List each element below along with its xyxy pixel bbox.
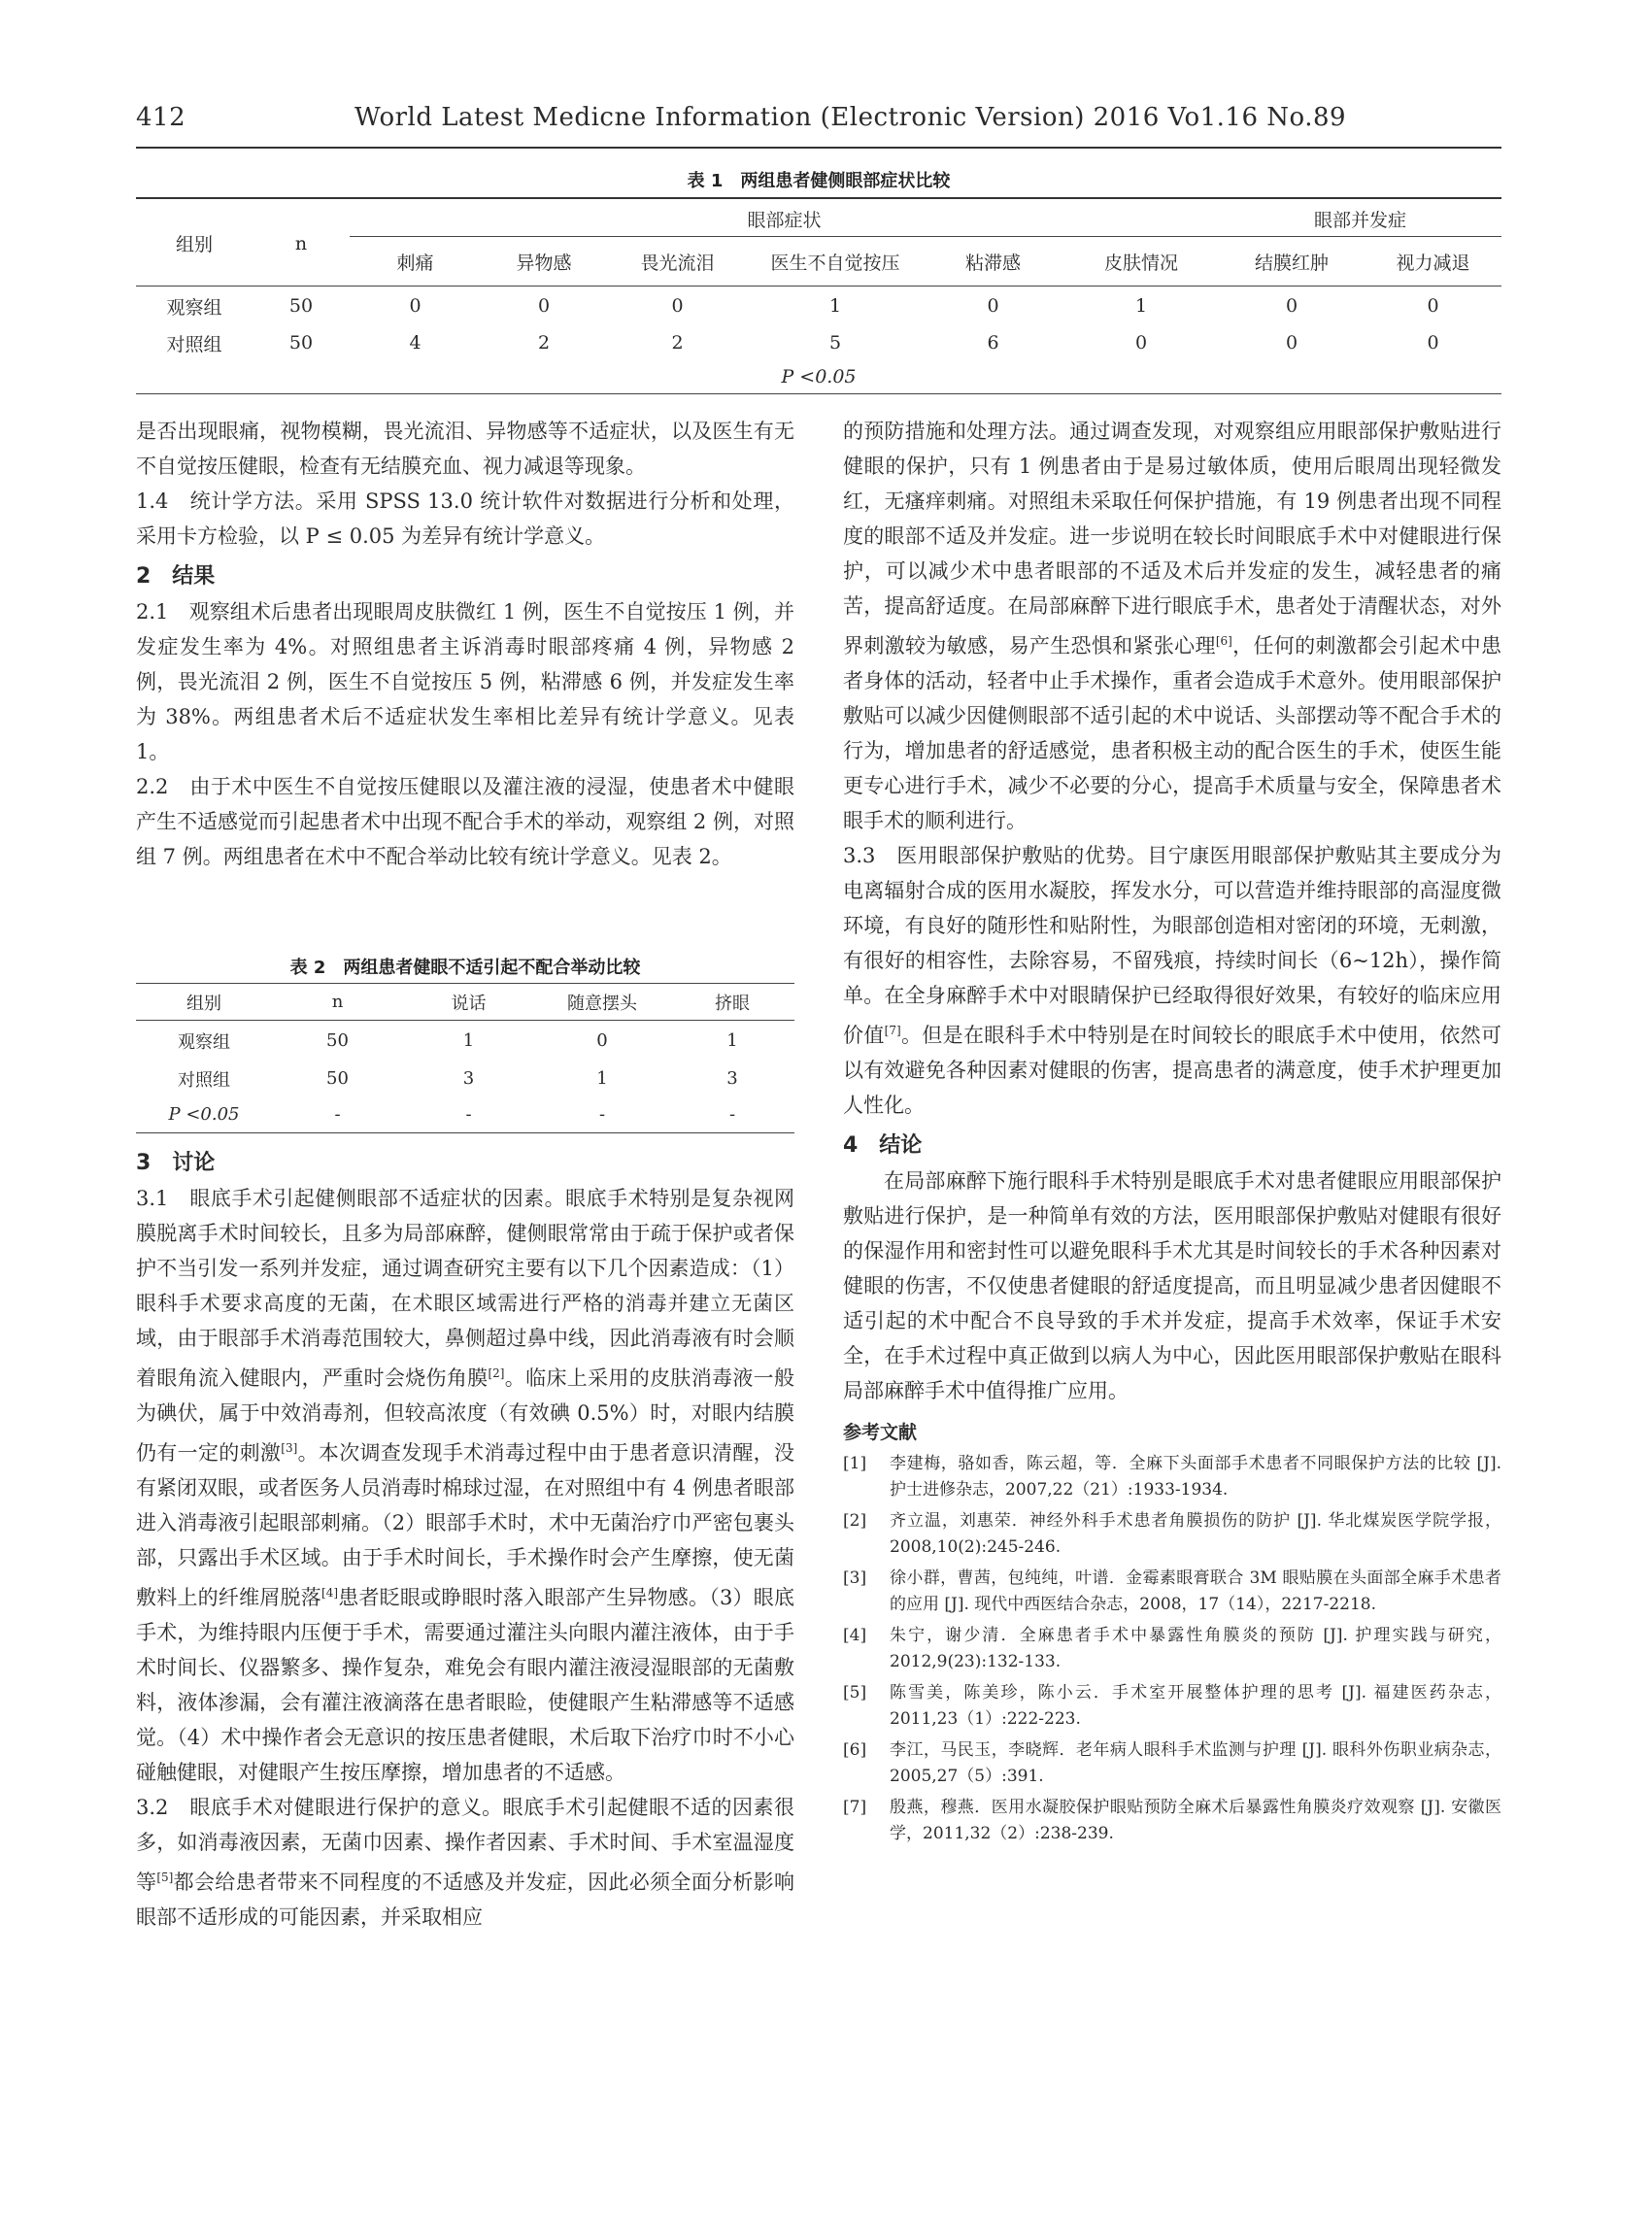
left-column <box>136 414 794 874</box>
left-column-discussion <box>136 1146 794 1935</box>
table1-col-header: 医生不自觉按压 <box>748 237 923 287</box>
paragraph-conclusion: 在局部麻醉下施行眼科手术特别是眼底手术对患者健眼应用眼部保护敷贴进行保护，是一种简单有效的方法，医用眼部保护敷贴对健眼有很好的保湿作用和密封性可以避免眼科手术尤其是时间较长的手术各种因素对健眼的伤害，不仅使患者健眼的舒适度提高，而且明显减少患者因健眼不适引起的术中配合不良导致的手术并发症，提高手术效率，保证手术安全，在手术过程中真正做到以病人为中心，因此医用眼部保护敷贴在眼科局部麻醉手术中值得推广应用。 <box>843 1169 1501 1402</box>
table-row <box>136 984 794 1021</box>
table1-cell: 4 <box>409 332 421 354</box>
table1-p-value: P <0.05 <box>136 360 1501 394</box>
table1-col-header: 视力减退 <box>1365 237 1501 287</box>
table1-col-header: 刺痛 <box>350 237 481 287</box>
table2-cell: 对照组 <box>178 1069 230 1091</box>
citation: [3] <box>281 1441 298 1455</box>
table1-col-header: 粘滞感 <box>923 237 1063 287</box>
table2-caption: 表 2 两组患者健眼不适引起不配合举动比较 <box>289 958 641 978</box>
table1-header-symptoms: 眼部症状 <box>350 201 1219 237</box>
table1-cell: 0 <box>1285 295 1298 317</box>
table2-cell: 50 <box>326 1068 349 1089</box>
table2-cell: - <box>670 1096 794 1133</box>
table2-cell: P <0.05 <box>136 1096 272 1133</box>
table2-header: 挤眼 <box>670 984 794 1021</box>
paragraph-discussion-3-2: 3.2 眼底手术对健眼进行保护的意义。眼底手术引起健眼不适的因素很多，如消毒液因素，无菌巾因素、操作者因素、手术时间、手术室温湿度等[5]都会给患者带来不同程度的不适感及并发症，因此必须全面分析影响眼部不适形成的可能因素，并采取相应 <box>136 1796 795 1929</box>
table1-cell: 50 <box>288 332 314 354</box>
paragraph: 是否出现眼痛，视物模糊，畏光流泪、异物感等不适症状，以及医生有无不自觉按压健眼，检查有无结膜充血、视力减退等现象。 <box>136 420 794 478</box>
table1-cell: 0 <box>1285 332 1298 354</box>
table2-cell: 3 <box>726 1068 738 1089</box>
table1-col-header: 结膜红肿 <box>1219 237 1365 287</box>
citation: [5] <box>156 1871 174 1884</box>
table1-cell: 观察组 <box>166 296 222 319</box>
table1-cell: 0 <box>537 295 551 317</box>
table1-top-rule <box>136 197 1501 199</box>
table1-cell: 0 <box>1427 295 1439 317</box>
reference-item: [5] 陈雪美，陈美珍，陈小云．手术室开展整体护理的思考 [J]. 福建医药杂志，2011,23（1）:222-223. <box>843 1683 1501 1729</box>
table2-cell: - <box>403 1096 534 1133</box>
reference-item: [7] 殷燕，穆燕．医用水凝胶保护眼贴预防全麻术后暴露性角膜炎疗效观察 [J]. 安徽医学，2011,32（2）:238-239. <box>843 1798 1501 1843</box>
table2-cell: 1 <box>596 1068 608 1089</box>
table1-cell: 6 <box>987 332 999 354</box>
table-row <box>136 1061 794 1096</box>
table-row <box>136 360 1501 394</box>
table2-cell: - <box>272 1096 403 1133</box>
paragraph-discussion-3-1: 3.1 眼底手术引起健侧眼部不适症状的因素。眼底手术特别是复杂视网膜脱离手术时间较长，且多为局部麻醉，健侧眼常常由于疏于保护或者保护不当引发一系列并发症，通过调查研究主要有以下几个因素造成：（1）眼科手术要求高度的无菌，在术眼区域需进行严格的消毒并建立无菌区域，由于眼部手术消毒范围较大，鼻侧超过鼻中线，因此消毒液有时会顺着眼角流入健眼内，严重时会烧伤角膜[2]。临床上采用的皮肤消毒液一般为碘伏，属于中效消毒剂，但较高浓度（有效碘 0.5%）时，对眼内结膜仍有一定的刺激[3]。本次调查发现手术消毒过程中由于患者意识清醒，没有紧闭双眼，或者医务人员消毒时棉球过湿，在对照组中有 4 例患者眼部进入消毒液引起眼部刺痛。（2）眼部手术时，术中无菌治疗巾严密包裹头部，只露出手术区域。由于手术时间长，手术操作时会产生摩擦，使无菌敷料上的纤维屑脱落[4]患者眨眼或睁眼时落入眼部产生异物感。（3）眼底手术，为维持眼内压便于手术，需要通过灌注头向眼内灌注液体，由于手术时间长、仪器繁多、操作复杂，难免会有眼内灌注液浸湿眼部的无菌敷料，液体渗漏，会有灌注液滴落在患者眼睑，使健眼产生粘滞感等不适感觉。（4）术中操作者会无意识的按压患者健眼，术后取下治疗巾时不小心碰触健眼，对健眼产生按压摩擦，增加患者的不适感。 <box>136 1187 795 1784</box>
header-rule <box>136 147 1501 149</box>
paragraph-discussion-3-3: 3.3 医用眼部保护敷贴的优势。目宁康医用眼部保护敷贴其主要成分为电离辐射合成的医用水凝胶，挥发水分，可以营造并维持眼部的高湿度微环境，有良好的随形性和贴附性，为眼部创造相对密闭的环境，无刺激，有很好的相容性，去除容易，不留残痕，持续时间长（6~12h），操作简单。在全身麻醉手术中对眼睛保护已经取得很好效果，有较好的临床应用价值[7]。但是在眼科手术中特别是在时间较长的眼底手术中使用，依然可以有效避免各种因素对健眼的伤害，提高患者的满意度，使手术护理更加人性化。 <box>843 844 1502 1117</box>
references-heading: 参考文献 <box>843 1422 918 1443</box>
table1-cell: 50 <box>288 295 314 317</box>
table1-cell: 1 <box>828 295 842 317</box>
table-row <box>136 1021 794 1062</box>
table-row <box>136 325 1501 360</box>
table1-cell: 2 <box>671 332 684 354</box>
table1-cell: 0 <box>1427 332 1439 354</box>
table1-cell: 0 <box>1134 332 1148 354</box>
reference-item: [1] 李建梅，骆如香，陈云超，等．全麻下头面部手术患者不同眼保护方法的比较 [J]. 护士进修杂志，2007,22（21）:1933-1934. <box>843 1454 1501 1500</box>
paragraph-results-2-1: 2.1 观察组术后患者出现眼周皮肤微红 1 例，医生不自觉按压 1 例，并发症发生率为 4%。对照组患者主诉消毒时眼部疼痛 4 例，异物感 2 例，畏光流泪 2 例，医生不自觉按压 5 例，粘滞感 6 例，并发症发生率为 38%。两组患者术后不适症状发生率相比差异有统计学意义。见表 1。 <box>136 600 794 763</box>
reference-item: [3] 徐小群，曹茜，包纯纯，叶谱．金霉素眼膏联合 3M 眼贴膜在头面部全麻手术患者的应用 [J]. 现代中西医结合杂志，2008，17（14），2217-2218. <box>843 1568 1501 1614</box>
table-row <box>136 1096 794 1133</box>
table2-header: n <box>272 984 403 1021</box>
table2-cell: 1 <box>726 1030 738 1051</box>
table1-col-header: 皮肤情况 <box>1063 237 1219 287</box>
table1-cell: 5 <box>828 332 842 354</box>
citation: [2] <box>488 1366 505 1380</box>
paragraph-stat-methods: 1.4 统计学方法。采用 SPSS 13.0 统计软件对数据进行分析和处理，采用卡方检验，以 P ≤ 0.05 为差异有统计学意义。 <box>136 489 794 548</box>
journal-title: World Latest Medicne Information (Electronic Version) 2016 Vo1.16 No.89 <box>354 103 1347 132</box>
table1-cell: 0 <box>409 295 421 317</box>
reference-item: [4] 朱宁，谢少清．全麻患者手术中暴露性角膜炎的预防 [J]. 护理实践与研究，2012,9(23):132-133. <box>843 1626 1501 1671</box>
table2-header: 随意摆头 <box>534 984 670 1021</box>
table1-header-complications: 眼部并发症 <box>1219 201 1501 237</box>
table1 <box>136 201 1501 394</box>
table2-cell: - <box>534 1096 670 1133</box>
running-header <box>136 103 1496 142</box>
section-heading-discussion: 3 讨论 <box>136 1151 216 1175</box>
table1-cell: 2 <box>537 332 551 354</box>
citation: [7] <box>884 1024 901 1037</box>
table1-caption: 表 1 两组患者健侧眼部症状比较 <box>687 171 951 191</box>
right-column <box>843 414 1501 1852</box>
reference-list <box>843 1451 1501 1847</box>
section-heading-conclusion: 4 结论 <box>843 1133 923 1158</box>
page-number: 412 <box>136 103 186 132</box>
reference-item: [6] 李江，马民玉，李晓辉．老年病人眼科手术监测与护理 [J]. 眼科外伤职业病杂志，2005,27（5）:391. <box>843 1740 1501 1786</box>
table1-cell: 0 <box>987 295 999 317</box>
table2 <box>136 984 794 1133</box>
table2-header: 组别 <box>136 984 272 1021</box>
table2-cell: 3 <box>462 1068 475 1089</box>
table2-cell: 1 <box>462 1030 475 1051</box>
citation: [4] <box>321 1586 339 1600</box>
table2-cell: 观察组 <box>178 1031 230 1053</box>
citation: [6] <box>1215 634 1232 648</box>
paragraph-results-2-2: 2.2 由于术中医生不自觉按压健眼以及灌注液的浸湿，使患者术中健眼产生不适感觉而引起患者术中出现不配合手术的举动，观察组 2 例，对照组 7 例。两组患者在术中不配合举动比较有统计学意义。见表 2。 <box>136 775 794 868</box>
table1-cell: 0 <box>671 295 684 317</box>
table1-col-header: 畏光流泪 <box>607 237 748 287</box>
table2-cell: 50 <box>326 1030 349 1051</box>
table1-cell: 对照组 <box>166 333 222 355</box>
paragraph-discussion-cont: 的预防措施和处理方法。通过调查发现，对观察组应用眼部保护敷贴进行健眼的保护，只有 1 例患者由于是易过敏体质，使用后眼周出现轻微发红，无瘙痒刺痛。对照组未采取任何保护措施，有 19 例患者出现不同程度的眼部不适及并发症。进一步说明在较长时间眼底手术中对健眼进行保护，可以减少术中患者眼部的不适及术后并发症的发生，减轻患者的痛苦，提高舒适度。在局部麻醉下进行眼底手术，患者处于清醒状态，对外界刺激较为敏感，易产生恐惧和紧张心理[6]，任何的刺激都会引起术中患者身体的活动，轻者中止手术操作，重者会造成手术意外。使用眼部保护敷贴可以减少因健侧眼部不适引起的术中说话、头部摆动等不配合手术的行为，增加患者的舒适感觉，患者积极主动的配合医生的手术，使医生能更专心进行手术，减少不必要的分心，提高手术质量与安全，保障患者术眼手术的顺利进行。 <box>843 420 1502 832</box>
table1-col-header: 异物感 <box>481 237 607 287</box>
table2-cell: 0 <box>596 1030 608 1051</box>
table2-header: 说话 <box>403 984 534 1021</box>
table1-header-n: n <box>253 201 350 287</box>
table1-cell: 1 <box>1134 295 1148 317</box>
table1-header-group: 组别 <box>136 201 253 287</box>
table-row <box>136 287 1501 326</box>
reference-item: [2] 齐立温，刘惠荣．神经外科手术患者角膜损伤的防护 [J]. 华北煤炭医学院学报，2008,10(2):245-246. <box>843 1511 1501 1557</box>
section-heading-results: 2 结果 <box>136 564 216 589</box>
